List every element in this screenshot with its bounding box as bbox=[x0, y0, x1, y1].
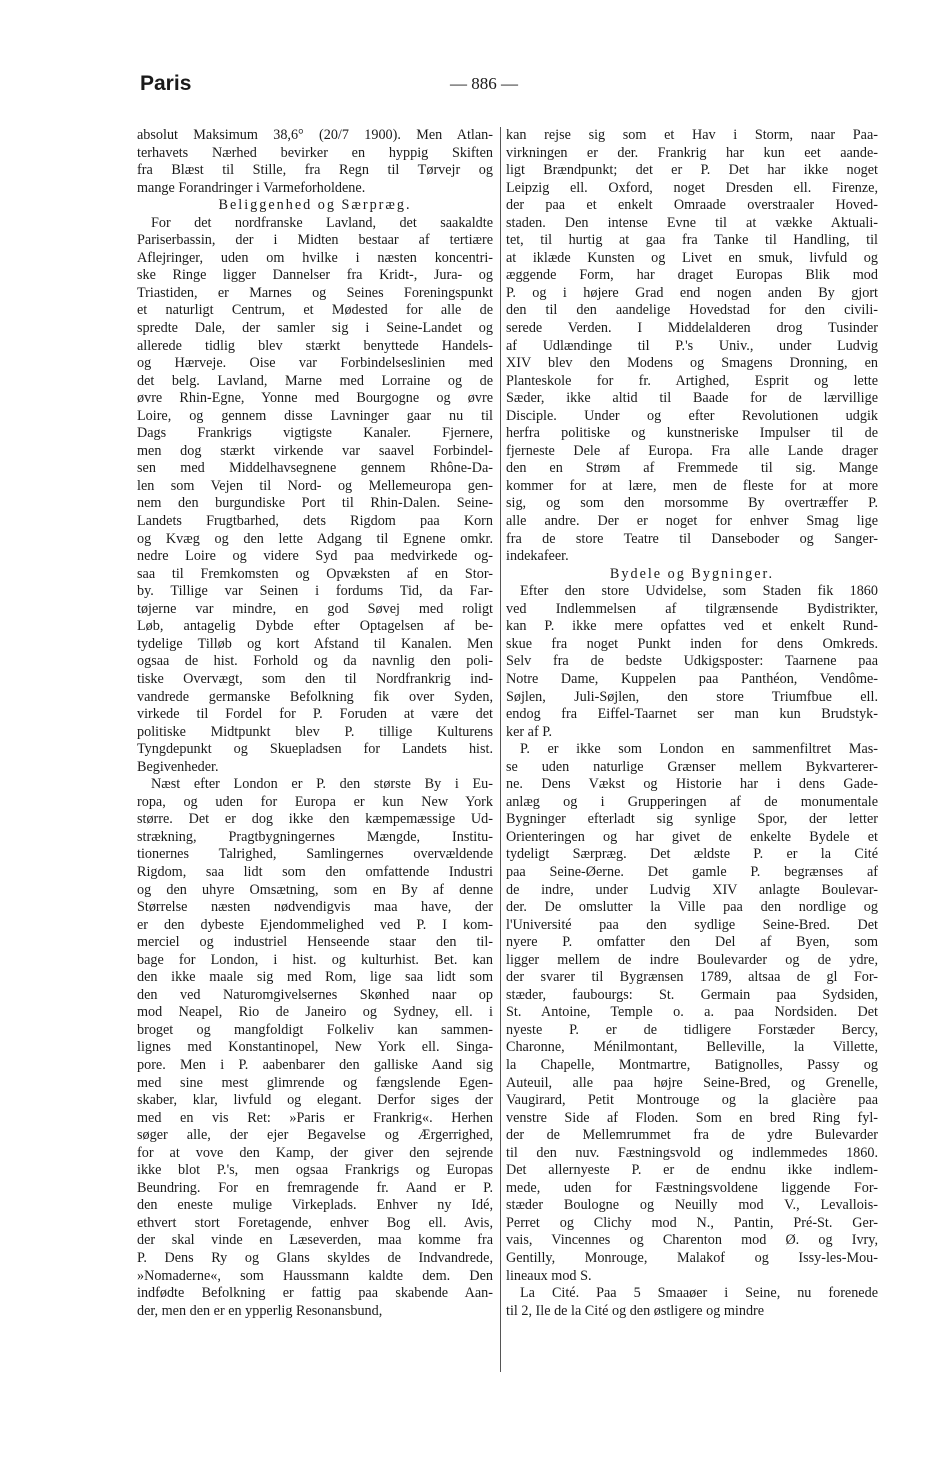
text-line: staden. Den intense Evne til at vække Aktuali- bbox=[506, 214, 878, 231]
text-line: Aflejringer, uden om hvilke i næsten koncentri- bbox=[137, 249, 493, 266]
text-line: For det nordfranske Lavland, det saakaldte bbox=[151, 214, 493, 231]
text-line: politiske Midtpunkt blev P. tillige Kulturens bbox=[137, 723, 493, 740]
text-line: Løb, antagelig Dybde efter Optagelsen af be- bbox=[137, 618, 493, 635]
text-line: Størrelse næsten nødvendigvis maa have, der bbox=[137, 899, 493, 916]
section-heading: Bydele og Bygninger. bbox=[609, 565, 775, 582]
text-line: virkningen er der. Frankrig har kun eet aande- bbox=[506, 144, 878, 161]
text-line: Perret og Clichy mod N., Pantin, Pré-St. Ger- bbox=[506, 1214, 878, 1231]
left-column bbox=[137, 127, 493, 1320]
text-line: endog fra Eiffel-Taarnet ser man kun Brudstyk- bbox=[506, 706, 878, 723]
text-line: og Hærveje. Oise var Forbindelseslinien med bbox=[137, 355, 493, 372]
text-line: Sæder, ikke altid til Baade for de lærvillige bbox=[506, 390, 878, 407]
text-line: by. Tillige var Seinen i fordums Tid, da Far- bbox=[137, 583, 493, 600]
text-line: P. Dens Ry og Glans skyldes de Indvandrede, bbox=[137, 1250, 493, 1266]
text-line: anlæg og i Grupperingen af de monumentale bbox=[506, 793, 878, 810]
text-line: lignes med Konstantinopel, New York ell. Singa- bbox=[137, 1039, 493, 1056]
text-line: fra Blæst til Stille, fra Regn til Tørvejr og bbox=[137, 162, 493, 179]
text-line: ligger mellem de indre Boulevarder og de ydre, bbox=[506, 951, 878, 968]
text-line: Begivenheder. bbox=[137, 758, 219, 775]
text-line: Auteuil, alle paa højre Seine-Bred, og Grenelle, bbox=[506, 1074, 878, 1091]
text-line: tionernes Talrighed, Samlingernes overvældende bbox=[137, 846, 493, 863]
text-line: øvre Rhin-Egne, Yonne med Bourgogne og øvre bbox=[137, 390, 493, 407]
text-line: ker af P. bbox=[506, 723, 553, 740]
text-line: kan rejse sig som et Hav i Storm, naar Paa- bbox=[506, 127, 878, 143]
text-line: l'Université paa den sydlige Seine-Bred. Det bbox=[506, 916, 878, 933]
text-line: len som Vejen til Nord- og Mellemeuropa gen- bbox=[137, 477, 493, 494]
text-line: søger alle, der ejer Begavelse og Ærgerrighed, bbox=[137, 1127, 493, 1144]
text-line: absolut Maksimum 38,6° (20/7 1900). Men Atlan- bbox=[137, 127, 493, 143]
text-line: med en vis Ret: »Paris er Frankrig«. Herhen bbox=[137, 1109, 493, 1126]
text-line: tiske Overvægt, som den til Nordfrankrig ind- bbox=[137, 670, 493, 687]
text-line: P. er ikke som London en sammenfiltret Mas- bbox=[520, 741, 878, 758]
text-line: Vaugirard, Petit Montrouge og la glacière paa bbox=[506, 1092, 878, 1109]
text-line: der. De omslutter la Ville paa den nordlige og bbox=[506, 899, 878, 916]
section-heading: Beliggenhed og Særpræg. bbox=[218, 197, 412, 214]
text-line: at iklæde Kunsten og Livet en smuk, livfuld og bbox=[506, 249, 878, 266]
text-line: ogsaa de hist. Forhold og da navnlig den poli- bbox=[137, 653, 493, 670]
text-line: saa til Fremkomsten og Opvæksten af en Stor- bbox=[137, 565, 493, 582]
text-line: tøjerne var mindre, en god Søvej med roligt bbox=[137, 600, 493, 617]
text-line: der svarer til Bygrænsen 1789, altsaa de gl For- bbox=[506, 969, 878, 986]
text-line: Pariserbassin, der i Midten bestaar af tertiære bbox=[137, 232, 493, 249]
text-line: Efter den store Udvidelse, som Staden fik 1860 bbox=[520, 583, 878, 600]
text-line: mod Neapel, Rio de Janeiro og Sydney, ell. i bbox=[137, 1004, 493, 1021]
text-line: og Kvæg og den lette Adgang til Egnene omkr. bbox=[137, 530, 493, 547]
text-line: nyeste P. er de tidligere Forstæder Bercy, bbox=[506, 1021, 878, 1038]
text-line: Søjlen, Juli-Søjlen, den store Triumfbue ell. bbox=[506, 688, 878, 705]
text-line: men dog stærkt virkende var saavel Forbindel- bbox=[137, 442, 493, 459]
page-number: — 886 — bbox=[450, 74, 518, 93]
text-line: for at vove den Kamp, der giver den sejrende bbox=[137, 1144, 493, 1161]
text-line: tydelige Tilløb og kort Afstand til Kanalen. Men bbox=[137, 635, 493, 652]
text-line: kan P. ikke mere opfattes ved et enkelt Rund- bbox=[506, 618, 878, 635]
text-line: stæder Boulogne og Neuilly mod V., Levallois- bbox=[506, 1197, 878, 1214]
text-line: XIV blev den Modens og Smagens Dronning, en bbox=[506, 355, 878, 372]
text-line: nyere P. omfatter den Del af Byen, som bbox=[506, 934, 878, 951]
text-line: serede Verden. I Middelalderen drog Tusinder bbox=[506, 320, 878, 337]
text-line: den ikke maale sig med Rom, lige saa lidt som bbox=[137, 969, 493, 986]
text-line: allerede tidlig blev stærkt benyttede Handels- bbox=[137, 337, 493, 354]
text-line: sig, og som den morsomme By overtræffer P. bbox=[506, 495, 878, 512]
text-line: den til den aandelige Hovedstad for den civili- bbox=[506, 302, 878, 319]
text-line: der, men den er en ypperlig Resonansbund, bbox=[137, 1302, 383, 1319]
text-line: til den nuv. Fæstningsvold og indlemmedes 1860. bbox=[506, 1144, 878, 1161]
text-line: vandrede germanske Befolkning fik over Syden, bbox=[137, 688, 493, 705]
column-divider bbox=[500, 127, 501, 1372]
text-line: den eneste mulige Virkeplads. Enhver ny Idé, bbox=[137, 1197, 493, 1214]
text-line: den ved Naturomgivelsernes Skønhed naar op bbox=[137, 986, 493, 1003]
text-line: Gentilly, Monrouge, Malakof og Issy-les-Mou- bbox=[506, 1250, 878, 1266]
text-line: virkede til Fordel for P. Foruden at være det bbox=[137, 706, 493, 723]
text-line: der de Mellemrummet fra de ydre Bulevarder bbox=[506, 1127, 878, 1144]
text-line: spredte Dale, der samler sig i Seine-Landet og bbox=[137, 320, 493, 337]
text-line: et naturligt Centrum, et Mødested for alle de bbox=[137, 302, 493, 319]
text-line: pore. Men i P. aabenbarer den galliske Aand sig bbox=[137, 1056, 493, 1073]
text-line: æggende Form, har draget Europas Blik mod bbox=[506, 267, 878, 284]
text-line: lineaux mod S. bbox=[506, 1267, 592, 1284]
text-line: sen med Middelhavsegnene gennem Rhône-Da- bbox=[137, 460, 493, 477]
text-line: Charonne, Ménilmontant, Belleville, la Villette, bbox=[506, 1039, 878, 1056]
text-line: broget og mangfoldigt Folkeliv kan sammen- bbox=[137, 1021, 493, 1038]
text-line: tet, til hurtig at gaa fra Tanke til Handling, til bbox=[506, 232, 878, 249]
text-line: ligt Brændpunkt; det er P. Det har ikke noget bbox=[506, 162, 878, 179]
text-line: merciel og industriel Henseende staar den til- bbox=[137, 934, 493, 951]
right-column bbox=[506, 127, 878, 1320]
text-line: nedre Loire og videre Syd paa medvirkede og- bbox=[137, 548, 493, 565]
text-line: venstre Side af Floden. Som en bred Ring fyl- bbox=[506, 1109, 878, 1126]
page-header bbox=[140, 72, 790, 102]
text-line: terhavets Nærhed bevirker en hyppig Skiften bbox=[137, 144, 493, 161]
text-line: vais, Vincennes og Charenton mod Ø. og Ivry, bbox=[506, 1232, 878, 1249]
text-line: Disciple. Under og efter Revolutionen udgik bbox=[506, 407, 878, 424]
text-line: ske Ringe ligger Dannelser fra Kridt-, Jura- og bbox=[137, 267, 493, 284]
text-line: fjerneste Dele af Europa. Fra alle Lande drager bbox=[506, 442, 878, 459]
text-line: se uden naturlige Grænser mellem Bykvarterer- bbox=[506, 758, 878, 775]
text-line: til 2, Ile de la Cité og den østligere og mindre bbox=[506, 1302, 765, 1319]
text-line: Det allernyeste P. er de endnu ikke indlem- bbox=[506, 1162, 878, 1179]
text-line: Planteskole for fr. Artighed, Esprit og lette bbox=[506, 372, 878, 389]
text-line: mede, uden for Fæstningsvoldene liggende For- bbox=[506, 1179, 878, 1196]
text-line: Selv fra de bedste Udkigsposter: Taarnene paa bbox=[506, 653, 878, 670]
text-line: ved Indlemmelsen af tilgrænsende Bydistrikter, bbox=[506, 600, 878, 617]
text-line: ropa, og uden for Europa er kun New York bbox=[137, 793, 493, 810]
text-line: ne. Dens Vækst og Historie har i dens Gade- bbox=[506, 776, 878, 793]
text-line: »Nomaderne«, som Haussmann kaldte dem. Den bbox=[137, 1267, 493, 1284]
text-line: alle andre. Der er noget for enhver Smag lige bbox=[506, 513, 878, 530]
text-line: fra de store Teatre til Danseboder og Sanger- bbox=[506, 530, 878, 547]
text-line: bage for London, i hist. og kulturhist. Bet. kan bbox=[137, 951, 493, 968]
text-line: strækning, Pragtbygningernes Mængde, Institu- bbox=[137, 828, 493, 845]
text-line: kommer for at lære, men de fleste for at more bbox=[506, 477, 878, 494]
text-line: Tyngdepunkt og Skuepladsen for Landets hist. bbox=[137, 741, 493, 758]
text-line: skaber, klar, livfuld og elegant. Derfor siges der bbox=[137, 1092, 493, 1109]
text-line: der paa et enkelt Omraade overstraaler Hoved- bbox=[506, 197, 878, 214]
text-line: af Udlændinge til P.'s Univ., under Ludvig bbox=[506, 337, 878, 354]
text-line: Dags Frankrigs vigtigste Kanaler. Fjernere, bbox=[137, 425, 493, 442]
text-line: indekafeer. bbox=[506, 548, 569, 565]
text-line: det belg. Lavland, Marne med Lorraine og de bbox=[137, 372, 493, 389]
text-line: er den dybeste Ejendommelighed ved P. I kom- bbox=[137, 916, 493, 933]
text-line: indfødte Befolkning er fattig paa skabende Aan- bbox=[137, 1285, 493, 1302]
text-line: La Cité. Paa 5 Smaaøer i Seine, nu forenede bbox=[520, 1285, 878, 1302]
text-line: Notre Dame, Kuppelen paa Panthéon, Vendôme- bbox=[506, 670, 878, 687]
text-line: herfra politiske og kunstneriske Impulser til de bbox=[506, 425, 878, 442]
text-line: der skal vinde en Læseverden, maa komme fra bbox=[137, 1232, 493, 1249]
text-line: St. Antoine, Temple o. a. paa Nordsiden. Det bbox=[506, 1004, 878, 1021]
text-line: den en Strøm af Fremmede til sig. Mange bbox=[506, 460, 878, 477]
text-line: Loire, og gennem disse Lavninger gaar nu til bbox=[137, 407, 493, 424]
text-line: og den uhyre Omsætning, som en By af denne bbox=[137, 881, 493, 898]
text-line: Leipzig ell. Oxford, noget Dresden ell. Firenze, bbox=[506, 179, 878, 196]
text-line: P. og i højere Grad end nogen anden By gjort bbox=[506, 284, 878, 301]
text-line: Orienteringen og har givet de enkelte Bydele et bbox=[506, 828, 878, 845]
text-line: større. Det er dog ikke den kæmpemæssige Ud- bbox=[137, 811, 493, 828]
text-line: ethvert stort Foretagende, enhver Bog ell. Avis, bbox=[137, 1214, 493, 1231]
text-line: Triastiden, er Marnes og Seines Foreningspunkt bbox=[137, 284, 493, 301]
text-line: ikke blot P.'s, men ogsaa Frankrigs og Europas bbox=[137, 1162, 493, 1179]
text-line: Landets Frugtbarhed, dets Rigdom paa Korn bbox=[137, 513, 493, 530]
text-line: nem den burgundiske Port til Rhin-Dalen. Seine- bbox=[137, 495, 493, 512]
text-line: Beundring. For en fremragende fr. Aand er P. bbox=[137, 1179, 493, 1196]
text-line: de indre, under Ludvig XIV anlagte Boulevar- bbox=[506, 881, 878, 898]
text-line: mange Forandringer i Varmeforholdene. bbox=[137, 179, 366, 196]
text-line: med sine mest glimrende og fængslende Egen- bbox=[137, 1074, 493, 1091]
text-line: Rigdom, saa lidt som den omfattende Industri bbox=[137, 863, 493, 880]
text-line: tydeligt Særpræg. Det ældste P. er la Cité bbox=[506, 846, 878, 863]
text-line: Bygninger efterladt sig synlige Spor, der letter bbox=[506, 811, 878, 828]
running-head: Paris bbox=[140, 72, 192, 95]
text-line: stæder, faubourgs: St. Germain paa Sydsiden, bbox=[506, 986, 878, 1003]
text-line: skue fra noget Punkt inden for dens Omkreds. bbox=[506, 635, 878, 652]
text-line: la Chapelle, Montmartre, Batignolles, Passy og bbox=[506, 1056, 878, 1073]
text-line: paa Seine-Øerne. Det gamle P. begrænses af bbox=[506, 863, 878, 880]
text-line: Næst efter London er P. den største By i Eu- bbox=[151, 776, 493, 793]
